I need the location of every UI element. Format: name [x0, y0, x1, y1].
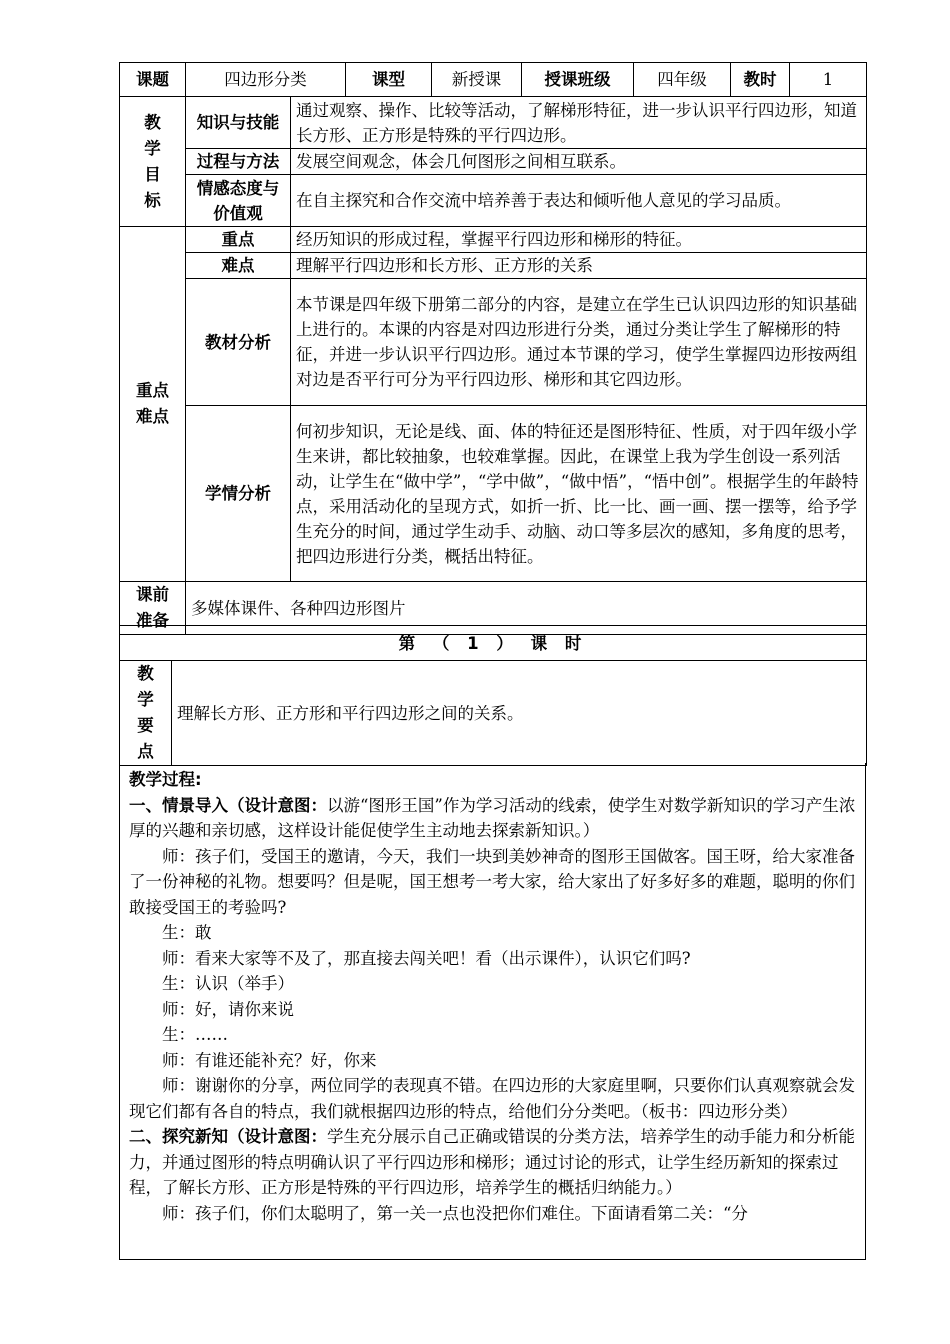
- teaching-process: [119, 763, 866, 1260]
- dialogue-line: 生：认识（举手）: [162, 974, 294, 993]
- difficult-text: 理解平行四边形和长方形、正方形的关系: [291, 253, 867, 279]
- emotion-label: 情感态度与 价值观: [186, 175, 291, 227]
- dialogue-line: 师：看来大家等不及了，那直接去闯关吧！看（出示课件），认识它们吗?: [162, 948, 691, 968]
- knowledge-text: 通过观察、操作、比较等活动，了解梯形特征，进一步认识平行四边形，知道长方形、正方形是特殊的平行四边形。: [291, 97, 867, 149]
- difficult-label: 难点: [186, 253, 291, 279]
- topic-label: 课题: [120, 63, 186, 97]
- prep-label: 课前 准备: [120, 582, 186, 635]
- material-analysis-text: 本节课是四年级下册第二部分的内容，是建立在学生已认识四边形的知识基础上进行的。本课的内容是对四边形进行分类，通过分类让学生了解梯形的特征，并进一步认识平行四边形。通过本节课的学习，使学生掌握四边形按两组对边是否平行可分为平行四边形、梯形和其它四边形。: [291, 279, 867, 406]
- dialogue-line: 生：……: [162, 1025, 228, 1044]
- prep-text: 多媒体课件、各种四边形图片: [186, 582, 867, 635]
- hours-value: 1: [790, 63, 867, 97]
- topic-value: 四边形分类: [186, 63, 346, 97]
- objectives-section-label: 教 学 目 标: [120, 97, 186, 227]
- process-method-label: 过程与方法: [186, 149, 291, 175]
- dialogue-line: 师：好，请你来说: [162, 999, 294, 1019]
- class-label: 授课班级: [522, 63, 634, 97]
- type-value: 新授课: [432, 63, 522, 97]
- teaching-points-label: 教 学 要 点: [120, 661, 172, 766]
- dialogue-line: 生：敢: [162, 923, 212, 942]
- key-label: 重点: [186, 227, 291, 253]
- dialogue-line: 师：谢谢你的分享，两位同学的表现真不错。在四边形的大家庭里啊，只要你们认真观察就会发现它们都有各自的特点，我们就根据四边形的特点，给他们分分类吧。（板书：四边形分类）: [129, 1076, 855, 1121]
- class-value: 四年级: [634, 63, 731, 97]
- section-1-intro: 一、情景导入（设计意图：以游“图形王国”作为学习活动的线索，使学生对数学新知识的学习产生浓厚的兴趣和亲切感，这样设计能促使学生主动地去探索新知识。）: [129, 795, 856, 840]
- section-2-intro: 二、探究新知（设计意图：学生充分展示自己正确或错误的分类方法，培养学生的动手能力和分析能力，并通过图形的特点明确认识了平行四边形和梯形；通过讨论的形式，让学生经历新知的探索过程，了解长方形、正方形是特殊的平行四边形，培养学生的概括归纳能力。）: [129, 1127, 855, 1197]
- teaching-points-text: 理解长方形、正方形和平行四边形之间的关系。: [172, 661, 867, 766]
- hours-label: 教时: [731, 63, 790, 97]
- process-method-text: 发展空间观念，体会几何图形之间相互联系。: [291, 149, 867, 175]
- lesson-title: 第 （ 1 ） 课 时: [120, 626, 867, 661]
- key-text: 经历知识的形成过程，掌握平行四边形和梯形的特征。: [291, 227, 867, 253]
- lesson-plan-table: [119, 62, 867, 635]
- lesson-section-table: [119, 625, 867, 766]
- material-analysis-label: 教材分析: [186, 279, 291, 406]
- process-heading: 教学过程:: [129, 770, 202, 789]
- student-analysis-text: 何初步知识，无论是线、面、体的特征还是图形特征、性质，对于四年级小学生来讲，都比较抽象，也较难掌握。因此，在课堂上我为学生创设一系列活动，让学生在“做中学”，“学中做”，“做中悟”，“悟中创”。根据学生的年龄特点，采用活动化的呈现方式，如折一折、比一比、画一画、摆一摆等，给予学生充分的时间，通过学生动手、动脑、动口等多层次的感知，多角度的思考，把四边形进行分类，概括出特征。: [291, 406, 867, 582]
- dialogue-line: 师：有谁还能补充？好，你来: [162, 1050, 377, 1070]
- knowledge-label: 知识与技能: [186, 97, 291, 149]
- dialogue-line: 师：孩子们，受国王的邀请，今天，我们一块到美妙神奇的图形王国做客。国王呀，给大家准备了一份神秘的礼物。想要吗？但是呢，国王想考一考大家，给大家出了好多好多的难题，聪明的你们敢接受国王的考验吗?: [129, 846, 855, 917]
- emotion-text: 在自主探究和合作交流中培养善于表达和倾听他人意见的学习品质。: [291, 175, 867, 227]
- type-label: 课型: [346, 63, 432, 97]
- key-points-section-label: 重点 难点: [120, 227, 186, 582]
- student-analysis-label: 学情分析: [186, 406, 291, 582]
- dialogue-line: 师：孩子们，你们太聪明了，第一关一点也没把你们难住。下面请看第二关：“分: [162, 1203, 748, 1223]
